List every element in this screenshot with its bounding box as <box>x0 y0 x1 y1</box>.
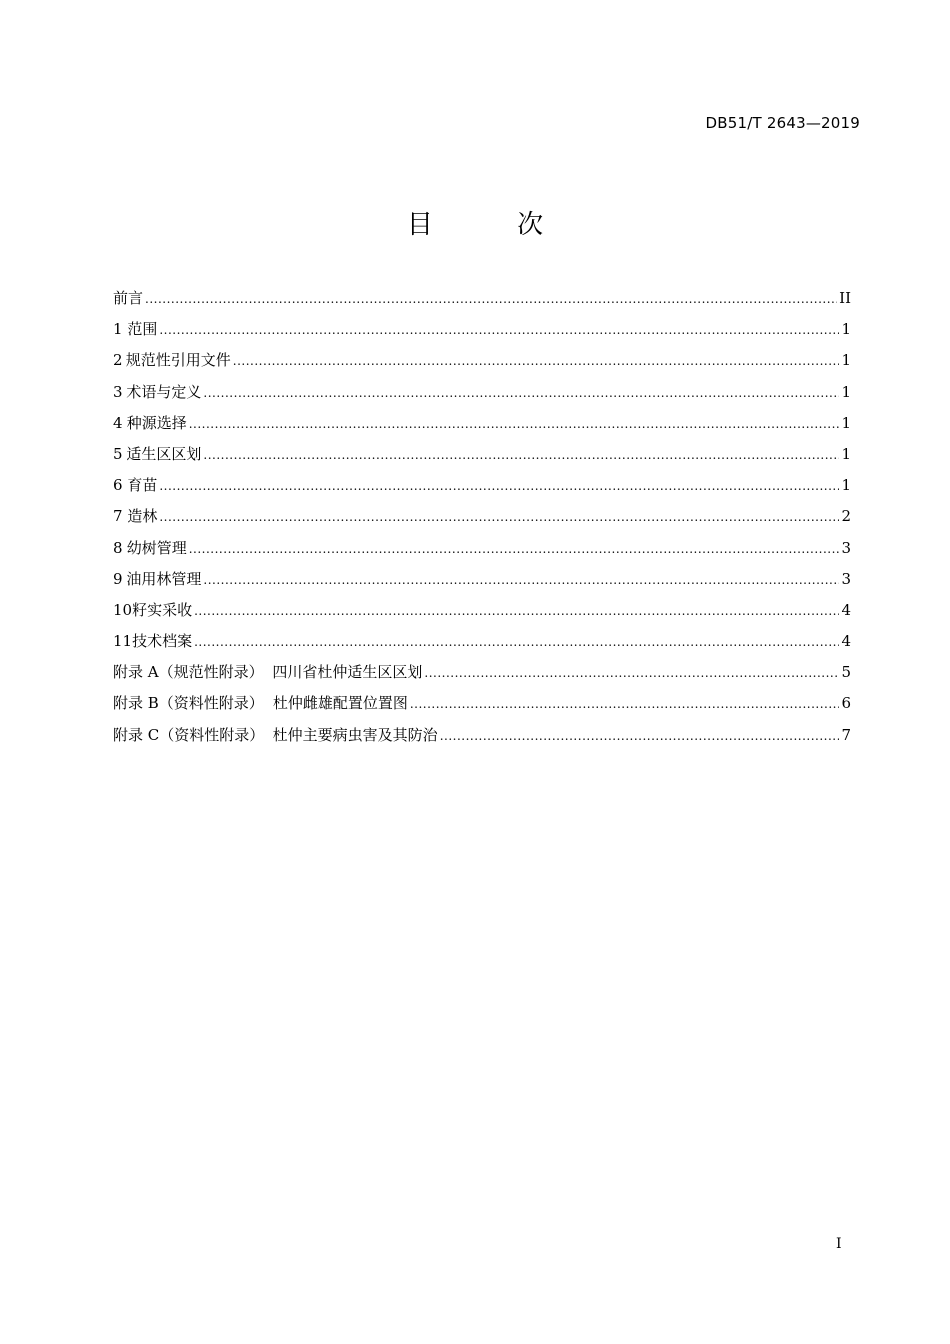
toc-entry-page: 4 <box>841 600 851 619</box>
toc-appendix-label: 杜仲雌雄配置位置图 <box>272 694 408 713</box>
toc-entry[interactable] <box>113 346 851 377</box>
toc-dot-leader <box>203 441 839 469</box>
toc-entry-number: 1 <box>113 320 123 339</box>
toc-entry-page: 1 <box>841 413 851 432</box>
document-code: DB51/T 2643—2019 <box>705 114 860 132</box>
toc-entry-number: 9 <box>113 569 123 588</box>
toc-entry-number: 3 <box>113 382 123 401</box>
toc-entry-foreword[interactable] <box>113 284 851 315</box>
toc-entry-number: 5 <box>113 444 123 463</box>
toc-dot-leader <box>194 597 839 625</box>
toc-entry-page: 5 <box>841 663 851 682</box>
toc-entry-number: 4 <box>113 413 123 432</box>
toc-entry-page: II <box>839 289 851 307</box>
toc-dot-leader <box>424 659 839 687</box>
toc-entry-page: 1 <box>841 320 851 339</box>
toc-entry-label: 油用林管理 <box>126 569 202 588</box>
toc-appendix-entry[interactable] <box>113 721 851 752</box>
toc-entry[interactable] <box>113 315 851 346</box>
toc-entry-number: 6 <box>113 476 123 495</box>
page-number: I <box>836 1236 842 1252</box>
toc-entry-page: 4 <box>841 632 851 651</box>
toc-entry[interactable] <box>113 534 851 565</box>
toc-entry-page: 3 <box>841 538 851 557</box>
toc-appendix-prefix: 附录 A（规范性附录） <box>113 663 264 682</box>
toc-entry-page: 7 <box>841 725 851 744</box>
toc-entry-number: 10 <box>113 600 133 619</box>
toc-dot-leader <box>194 628 839 656</box>
toc-appendix-label: 四川省杜仲适生区区划 <box>272 663 423 682</box>
toc-dot-leader <box>440 722 840 750</box>
toc-dot-leader <box>203 566 839 594</box>
toc-entry-label: 育苗 <box>127 476 158 495</box>
toc-entry[interactable] <box>113 627 851 658</box>
toc-entry-page: 2 <box>841 507 851 526</box>
toc-entry-page: 3 <box>841 569 851 588</box>
toc-entry-page: 1 <box>841 444 851 463</box>
toc-entry-page: 1 <box>841 476 851 495</box>
toc-entry[interactable] <box>113 409 851 440</box>
toc-entry-number: 8 <box>113 538 123 557</box>
toc-entry-label: 范围 <box>127 320 158 339</box>
toc-appendix-prefix: 附录 B（资料性附录） <box>113 694 264 713</box>
toc-dot-leader <box>145 285 837 313</box>
toc-dot-leader <box>189 410 840 438</box>
toc-entry-label: 籽实采收 <box>132 600 193 619</box>
toc-entry-label: 规范性引用文件 <box>125 351 231 370</box>
table-of-contents <box>113 284 851 752</box>
toc-entry[interactable] <box>113 596 851 627</box>
toc-entry[interactable] <box>113 502 851 533</box>
toc-entry[interactable] <box>113 565 851 596</box>
toc-entry[interactable] <box>113 378 851 409</box>
toc-dot-leader <box>203 379 839 407</box>
toc-entry[interactable] <box>113 471 851 502</box>
toc-entry-label: 术语与定义 <box>126 382 202 401</box>
toc-entry-label: 种源选择 <box>126 413 187 432</box>
toc-appendix-entry[interactable] <box>113 689 851 720</box>
toc-entry-page: 6 <box>841 694 851 713</box>
toc-entry-page: 1 <box>841 382 851 401</box>
toc-appendix-prefix: 附录 C（资料性附录） <box>113 725 265 744</box>
toc-entry-number: 2 <box>113 351 123 370</box>
toc-appendix-entry[interactable] <box>113 658 851 689</box>
toc-appendix-label: 杜仲主要病虫害及其防治 <box>272 725 438 744</box>
toc-entry-number: 7 <box>113 507 123 526</box>
toc-entry-number: 11 <box>113 632 133 651</box>
toc-entry-label: 前言 <box>113 289 144 307</box>
toc-entry-label: 造林 <box>127 507 158 526</box>
toc-dot-leader <box>233 347 840 375</box>
toc-entry-label: 技术档案 <box>132 632 193 651</box>
toc-dot-leader <box>159 503 839 531</box>
toc-dot-leader <box>159 316 839 344</box>
toc-dot-leader <box>410 690 840 718</box>
toc-dot-leader <box>159 472 839 500</box>
toc-entry-label: 幼树管理 <box>126 538 187 557</box>
toc-entry[interactable] <box>113 440 851 471</box>
toc-entry-page: 1 <box>841 351 851 370</box>
toc-dot-leader <box>189 535 840 563</box>
toc-title: 目 次 <box>406 210 582 240</box>
toc-entry-label: 适生区区划 <box>126 444 202 463</box>
